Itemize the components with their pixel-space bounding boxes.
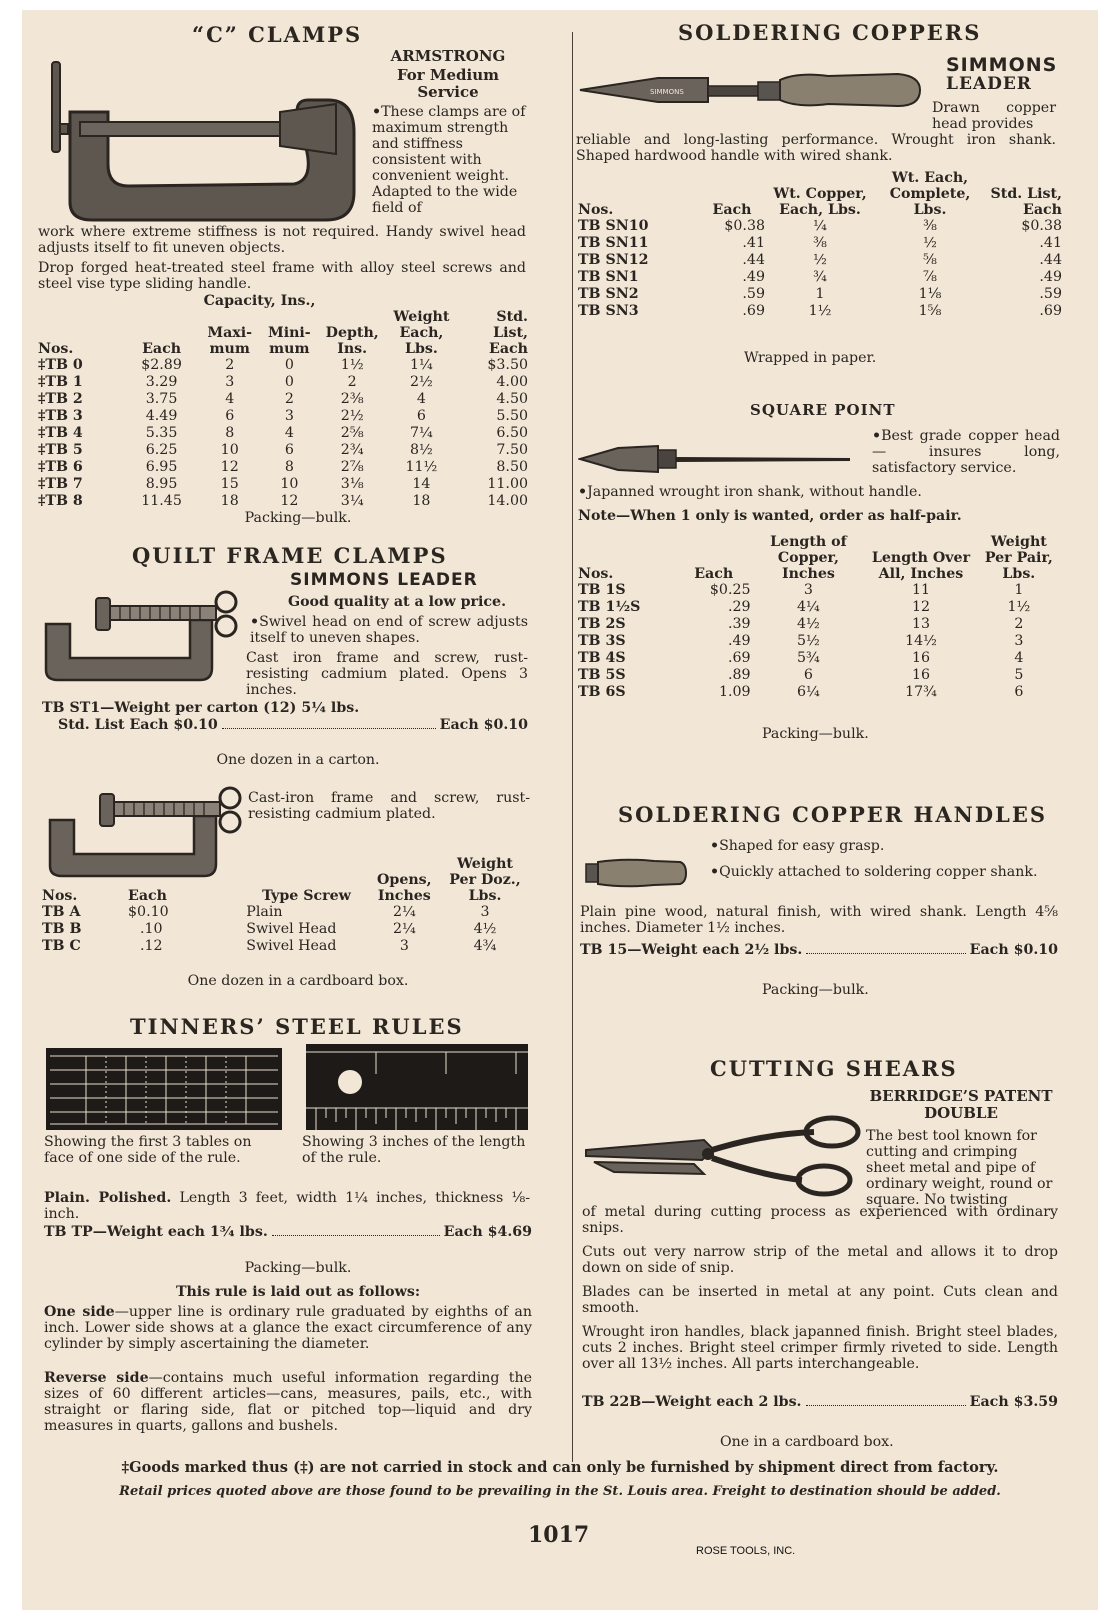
- catalog-page: [22, 10, 1098, 1610]
- c-clamps-wrap-text: • These clamps are of maximum strength and stiffness consistent with convenient weight. Adapted to the wide field of: [372, 104, 530, 216]
- c-clamps-desc-2: Drop forged heat-treated steel frame with alloy steel screws and steel vise type sliding handle.: [38, 260, 526, 292]
- cast-box-note: One dozen in a cardboard box.: [187, 973, 409, 989]
- cell: .41: [742, 235, 765, 251]
- cell: 2½: [340, 408, 364, 424]
- table-row: [578, 286, 1062, 303]
- cell: .49: [727, 633, 751, 649]
- shears-desc-2: Cuts out very narrow strip of the metal and allows it to drop down on side of snip.: [582, 1244, 1058, 1276]
- cell: TB SN11: [578, 235, 649, 251]
- cell: $3.50: [487, 357, 528, 373]
- quilt-clamp-illustration: [40, 584, 240, 684]
- cell: 14½: [905, 633, 937, 649]
- table-row: [578, 667, 1062, 684]
- cutting-shears-illustration: [584, 1110, 866, 1200]
- cell: .59: [1039, 286, 1062, 302]
- table-row: [578, 599, 1062, 616]
- soldering-simmons-brand: SIMMONS: [946, 54, 1058, 76]
- rules-laid-out: This rule is laid out as follows:: [175, 1284, 421, 1300]
- cell: 11: [911, 582, 930, 598]
- dot-leader: [272, 1235, 440, 1236]
- cell: 4: [1014, 650, 1024, 666]
- table-row: [578, 235, 1062, 252]
- c-clamps-title: “C” CLAMPS: [192, 22, 363, 47]
- cell: .49: [1039, 269, 1062, 285]
- cell: TB 4S: [578, 650, 626, 666]
- cell: 17¾: [905, 684, 937, 700]
- sn-nos-header: Nos.: [578, 202, 614, 218]
- cell: 8: [225, 425, 235, 441]
- soldering-coppers-table: [578, 170, 1062, 320]
- quilt-tagline: Good quality at a low price.: [287, 594, 507, 610]
- page-number: 1017: [528, 1522, 590, 1548]
- cell: 2: [225, 357, 235, 373]
- rule-tables-illustration: [46, 1048, 282, 1130]
- cell: TB SN3: [578, 303, 639, 319]
- cell: 6: [803, 667, 813, 683]
- cell: $0.38: [724, 218, 765, 234]
- cell: 4: [284, 425, 294, 441]
- rules-one-side-label: One side: [44, 1304, 115, 1320]
- cell: 5: [1014, 667, 1024, 683]
- square-packing: Packing—bulk.: [762, 726, 869, 742]
- cell: TB 1½S: [578, 599, 641, 615]
- cell: 3.29: [145, 374, 178, 390]
- cell: 10: [280, 476, 299, 492]
- depth-header: Depth, Ins.: [325, 325, 379, 357]
- cell: Plain: [246, 904, 283, 920]
- table-row: [38, 425, 528, 442]
- handles-bullet-1: • Shaped for easy grasp.: [710, 838, 1056, 854]
- shears-box-note: One in a cardboard box.: [720, 1434, 894, 1450]
- cell: 1: [1014, 582, 1024, 598]
- cell: 11.00: [487, 476, 528, 492]
- handles-price: Each $0.10: [969, 942, 1058, 958]
- cell: 4.49: [145, 408, 178, 424]
- cell: 12: [220, 459, 239, 475]
- table-row: [38, 476, 528, 493]
- cell: ½: [813, 252, 827, 268]
- cell: .44: [1039, 252, 1062, 268]
- cast-desc: Cast-iron frame and screw, rust-resisting cadmium plated.: [248, 790, 530, 822]
- shears-title: CUTTING SHEARS: [710, 1056, 958, 1081]
- sn-wt-copper-header: Wt. Copper, Each, Lbs.: [773, 186, 867, 218]
- cell: 7.50: [496, 442, 528, 458]
- cell: .69: [742, 303, 765, 319]
- table-row: [578, 252, 1062, 269]
- cell: ‡TB 1: [38, 374, 83, 390]
- cast-type-header: Type Screw: [262, 888, 351, 904]
- rules-one-side-text: —upper line is ordinary rule graduated by eighths of an inch. Lower side shows at a glance the exact circumference of any cylinder by simply ascertaining the diameter.: [44, 1304, 532, 1352]
- cell: ⅝: [923, 252, 937, 268]
- cast-clamps-table: [42, 856, 528, 955]
- cell: .29: [727, 599, 751, 615]
- square-bullet: • Best grade copper head — insures long, satisfactory service.: [872, 428, 1060, 476]
- table-row: [578, 650, 1062, 667]
- cell: 3⅛: [340, 476, 364, 492]
- rules-title: TINNERS’ STEEL RULES: [130, 1014, 464, 1039]
- column-divider: [572, 32, 573, 1462]
- handles-bullet-2: • Quickly attached to soldering copper shank.: [710, 864, 1056, 880]
- table-row: [42, 904, 528, 921]
- dot-leader: [222, 728, 436, 729]
- handles-packing: Packing—bulk.: [762, 982, 869, 998]
- cell: TB 6S: [578, 684, 626, 700]
- cell: 1½: [340, 357, 364, 373]
- quilt-price-line: [58, 717, 528, 733]
- c-clamps-desc-1: work where extreme stiffness is not required. Handy swivel head adjusts itself to fit uneven objects.: [38, 224, 526, 256]
- shears-tb22b-label: TB 22B—Weight each 2 lbs.: [582, 1394, 802, 1410]
- cell: 4½: [473, 921, 497, 937]
- quilt-desc: Cast iron frame and screw, rust-resisting cadmium plated. Opens 3 inches.: [246, 650, 528, 698]
- table-row: [38, 357, 528, 374]
- dot-leader: [806, 1405, 966, 1406]
- cell: 6: [225, 408, 235, 424]
- c-clamps-packing: Packing—bulk.: [244, 510, 352, 526]
- cell: ½: [923, 235, 937, 251]
- quilt-list-label: Std. List Each $0.10: [58, 717, 218, 733]
- c-clamps-subtitle: For Medium Service: [396, 66, 500, 101]
- maxi-header: Maxi- mum: [207, 325, 253, 357]
- nos-header: Nos.: [38, 341, 74, 357]
- soldering-copper-illustration: [578, 66, 924, 116]
- cell: 4: [416, 391, 426, 407]
- cell: 11½: [405, 459, 438, 475]
- cell: 2⅜: [340, 391, 364, 407]
- cell: ⅜: [813, 235, 827, 251]
- table-row: [38, 374, 528, 391]
- cell: TB SN1: [578, 269, 639, 285]
- table-row: [38, 493, 528, 510]
- cell: 6: [1014, 684, 1024, 700]
- cell: .69: [1039, 303, 1062, 319]
- cell: 2¾: [340, 442, 364, 458]
- cell: 2⅞: [340, 459, 364, 475]
- each-header: Each: [142, 341, 182, 357]
- cell: ⅞: [923, 269, 937, 285]
- handles-desc: Plain pine wood, natural finish, with wired shank. Length 4⅝ inches. Diameter 1½ inches.: [580, 904, 1058, 936]
- rules-caption-right: Showing 3 inches of the length of the rule.: [302, 1134, 526, 1166]
- table-row: [578, 303, 1062, 320]
- cell: 3: [480, 904, 490, 920]
- soldering-leader-brand: LEADER: [946, 74, 1032, 94]
- cell: 6.50: [496, 425, 528, 441]
- quilt-dozen-note: One dozen in a carton.: [216, 752, 380, 768]
- cell: TB 2S: [578, 616, 626, 632]
- cell: TB 3S: [578, 633, 626, 649]
- rules-tp-label: TB TP—Weight each 1¾ lbs.: [44, 1224, 268, 1240]
- quilt-each-price: Each $0.10: [439, 717, 528, 733]
- table-row: [38, 459, 528, 476]
- cell: 5½: [797, 633, 820, 649]
- square-point-table: [578, 534, 1062, 701]
- cell: 6¼: [797, 684, 820, 700]
- cell: $0.10: [128, 904, 169, 920]
- table-row: [38, 408, 528, 425]
- table-row: [42, 921, 528, 938]
- cell: 3.75: [145, 391, 178, 407]
- cast-weight-header: Weight Per Doz., Lbs.: [449, 856, 521, 904]
- cell: TB SN12: [578, 252, 649, 268]
- cell: 14.00: [487, 493, 528, 509]
- rule-length-illustration: [306, 1044, 528, 1130]
- cell: ‡TB 6: [38, 459, 83, 475]
- rules-packing: Packing—bulk.: [244, 1260, 352, 1276]
- cell: 4.50: [496, 391, 528, 407]
- square-point-illustration: [578, 438, 854, 480]
- rules-caption-left: Showing the first 3 tables on face of one side of the rule.: [44, 1134, 252, 1166]
- cell: 5¾: [797, 650, 820, 666]
- sq-length-header: Length of Copper, Inches: [770, 534, 847, 582]
- cell: 12: [280, 493, 299, 509]
- shears-desc-1: of metal during cutting process as experienced with ordinary snips.: [582, 1204, 1058, 1236]
- cell: 1¼: [410, 357, 433, 373]
- cell: 5.35: [145, 425, 178, 441]
- cell: 2¼: [392, 921, 416, 937]
- cell: 18: [412, 493, 431, 509]
- cell: 8.50: [496, 459, 528, 475]
- cell: 15: [220, 476, 239, 492]
- cell: 3¼: [340, 493, 364, 509]
- quilt-bullet: • Swivel head on end of screw adjusts itself to uneven shapes.: [250, 614, 528, 646]
- shears-price-line: [582, 1394, 1058, 1410]
- shears-price: Each $3.59: [969, 1394, 1058, 1410]
- cell: 13: [911, 616, 930, 632]
- cell: 18: [220, 493, 239, 509]
- soldering-wrapped: Wrapped in paper.: [744, 350, 877, 366]
- cell: Swivel Head: [246, 921, 337, 937]
- table-row: [38, 391, 528, 408]
- cast-each-header: Each: [128, 888, 167, 904]
- cell: 1: [815, 286, 825, 302]
- cell: 2¼: [392, 904, 416, 920]
- table-row: [578, 616, 1062, 633]
- cell: TB 1S: [578, 582, 626, 598]
- cell: TB B: [42, 921, 82, 937]
- shears-wrap-text: The best tool known for cutting and crimping sheet metal and pipe of ordinary weight, round or square. No twisting: [866, 1128, 1053, 1208]
- handles-tb15-label: TB 15—Weight each 2½ lbs.: [580, 942, 803, 958]
- cell: .44: [742, 252, 765, 268]
- dot-leader: [806, 953, 965, 954]
- cell: 2: [1014, 616, 1024, 632]
- cell: 3: [1014, 633, 1024, 649]
- cell: .49: [742, 269, 765, 285]
- cell: 2: [347, 374, 357, 390]
- cell: .41: [1039, 235, 1062, 251]
- quilt-title: QUILT FRAME CLAMPS: [132, 543, 448, 568]
- footer-credit: ROSE TOOLS, INC.: [696, 1545, 796, 1557]
- rules-spec: [44, 1190, 530, 1222]
- cast-nos-header: Nos.: [42, 888, 78, 904]
- cell: 1⅝: [918, 303, 942, 319]
- sn-list-header: Std. List, Each: [990, 186, 1062, 218]
- cell: 10: [220, 442, 239, 458]
- cell: 1½: [808, 303, 832, 319]
- table-row: [578, 218, 1062, 235]
- cell: 8½: [410, 442, 433, 458]
- handles-title: SOLDERING COPPER HANDLES: [618, 802, 1047, 827]
- sq-nos-header: Nos.: [578, 566, 614, 582]
- soldering-wrap-text: Drawn copper head provides: [932, 100, 1056, 132]
- square-point-title: SQUARE POINT: [750, 401, 896, 419]
- table-row: [578, 269, 1062, 286]
- rules-spec-text: Length 3 feet, width 1¼ inches, thickness ⅛-inch.: [44, 1190, 531, 1222]
- c-clamps-table: [38, 293, 528, 510]
- cell: ‡TB 5: [38, 442, 83, 458]
- sq-weight-header: Weight Per Pair, Lbs.: [984, 534, 1053, 582]
- sq-each-header: Each: [694, 566, 734, 582]
- cell: 14: [412, 476, 431, 492]
- shears-desc-3: Blades can be inserted in metal at any point. Cuts clean and smooth.: [582, 1284, 1058, 1316]
- cell: 4.00: [496, 374, 528, 390]
- cell: ¾: [813, 269, 827, 285]
- cell: 1½: [1007, 599, 1031, 615]
- shears-desc-4: Wrought iron handles, black japanned finish. Bright steel blades, cuts 2 inches. Bright steel crimper firmly riveted to side. Length over all 13½ inches. All parts interchangeable.: [582, 1324, 1058, 1372]
- cell: 4: [225, 391, 235, 407]
- cell: ‡TB 7: [38, 476, 83, 492]
- quilt-st1-line: TB ST1—Weight per carton (12) 5¼ lbs.: [42, 700, 360, 716]
- table-row: [578, 684, 1062, 701]
- square-shank-note: • Japanned wrought iron shank, without handle.: [578, 484, 1058, 500]
- soldering-coppers-title: SOLDERING COPPERS: [678, 20, 982, 45]
- cell: 3: [399, 938, 409, 954]
- capacity-header: Capacity, Ins.,: [203, 293, 316, 309]
- cell: 0: [284, 357, 294, 373]
- cell: 4¼: [797, 599, 820, 615]
- cell: ‡TB 0: [38, 357, 83, 373]
- cell: 4½: [797, 616, 820, 632]
- cell: 7¼: [410, 425, 433, 441]
- cell: 5.50: [496, 408, 528, 424]
- cell: TB 5S: [578, 667, 626, 683]
- cell: Swivel Head: [246, 938, 337, 954]
- cell: 6.95: [145, 459, 178, 475]
- cell: ‡TB 4: [38, 425, 83, 441]
- cell: .69: [727, 650, 751, 666]
- cell: TB C: [42, 938, 81, 954]
- sn-each-header: Each: [712, 202, 752, 218]
- footer-factory-note: ‡Goods marked thus (‡) are not carried in stock and can only be furnished by shipment direct from factory.: [121, 1459, 999, 1476]
- cell: TB SN2: [578, 286, 639, 302]
- cell: TB A: [42, 904, 81, 920]
- list-header: Std. List, Each: [489, 309, 528, 357]
- cell: .12: [140, 938, 163, 954]
- cell: 3: [284, 408, 294, 424]
- cell: 6: [284, 442, 294, 458]
- cell: 1⅛: [918, 286, 942, 302]
- rules-reverse-side: [44, 1370, 532, 1434]
- cell: $0.25: [709, 582, 751, 598]
- c-clamp-illustration: [36, 52, 366, 228]
- rules-price-line: [44, 1224, 532, 1240]
- cell: TB SN10: [578, 218, 649, 234]
- armstrong-brand: ARMSTRONG: [390, 47, 506, 65]
- cell: 1.09: [718, 684, 751, 700]
- cell: 16: [911, 650, 930, 666]
- table-row: [38, 442, 528, 459]
- cast-opens-header: Opens, Inches: [377, 872, 432, 904]
- sn-wt-each-header: Wt. Each, Complete, Lbs.: [889, 170, 971, 218]
- table-row: [578, 582, 1062, 599]
- handle-brand-text: SIMMONS: [650, 88, 684, 96]
- handles-price-line: [580, 942, 1058, 958]
- sq-overall-header: Length Over All, Inches: [871, 550, 971, 582]
- cell: .89: [727, 667, 751, 683]
- simmons-leader-brand: SIMMONS LEADER: [290, 570, 478, 590]
- cell: .59: [742, 286, 765, 302]
- table-row: [578, 633, 1062, 650]
- rules-reverse-text: —contains much useful information regarding the sizes of 60 different articles—cans, measures, pails, etc., with straight or flaring side, flat or pitched top—liquid and dry measures in quarts, gallons and bushels.: [44, 1370, 532, 1434]
- cell: 6: [416, 408, 426, 424]
- cell: ‡TB 2: [38, 391, 83, 407]
- cell: 0: [284, 374, 294, 390]
- shears-brand: BERRIDGE’S PATENT DOUBLE: [869, 1087, 1053, 1122]
- soldering-desc: reliable and long-lasting performance. Wrought iron shank. Shaped hardwood handle with wired shank.: [576, 132, 1056, 164]
- cell: 6.25: [145, 442, 178, 458]
- footer-retail-note: Retail prices quoted above are those found to be prevailing in the St. Louis area. Freight to destination should be added.: [119, 1484, 1001, 1499]
- cell: 2: [284, 391, 294, 407]
- cell: 2⅝: [340, 425, 364, 441]
- cell: 12: [911, 599, 930, 615]
- table-row: [42, 938, 528, 955]
- mini-header: Mini- mum: [268, 325, 311, 357]
- cell: 3: [225, 374, 235, 390]
- cell: .10: [140, 921, 163, 937]
- rules-reverse-label: Reverse side: [44, 1370, 149, 1386]
- cell: .39: [727, 616, 751, 632]
- square-note: Note—When 1 only is wanted, order as half-pair.: [578, 508, 962, 524]
- c-clamps-rows: [38, 357, 528, 510]
- cell: ‡TB 8: [38, 493, 83, 509]
- cell: ⅜: [923, 218, 937, 234]
- cell: ‡TB 3: [38, 408, 83, 424]
- rules-spec-bold: Plain. Polished.: [44, 1190, 172, 1206]
- cell: 2½: [410, 374, 433, 390]
- cell: 16: [911, 667, 930, 683]
- cell: ¼: [813, 218, 827, 234]
- rules-one-side: [44, 1304, 532, 1352]
- handle-illustration: [584, 858, 688, 888]
- cell: 4¾: [473, 938, 497, 954]
- cell: 8: [284, 459, 294, 475]
- weight-header: Weight Each, Lbs.: [393, 309, 450, 357]
- cell: 3: [803, 582, 813, 598]
- cell: $2.89: [141, 357, 182, 373]
- cell: $0.38: [1021, 218, 1062, 234]
- rules-tp-price: Each $4.69: [443, 1224, 532, 1240]
- cell: 11.45: [141, 493, 182, 509]
- cell: 8.95: [145, 476, 178, 492]
